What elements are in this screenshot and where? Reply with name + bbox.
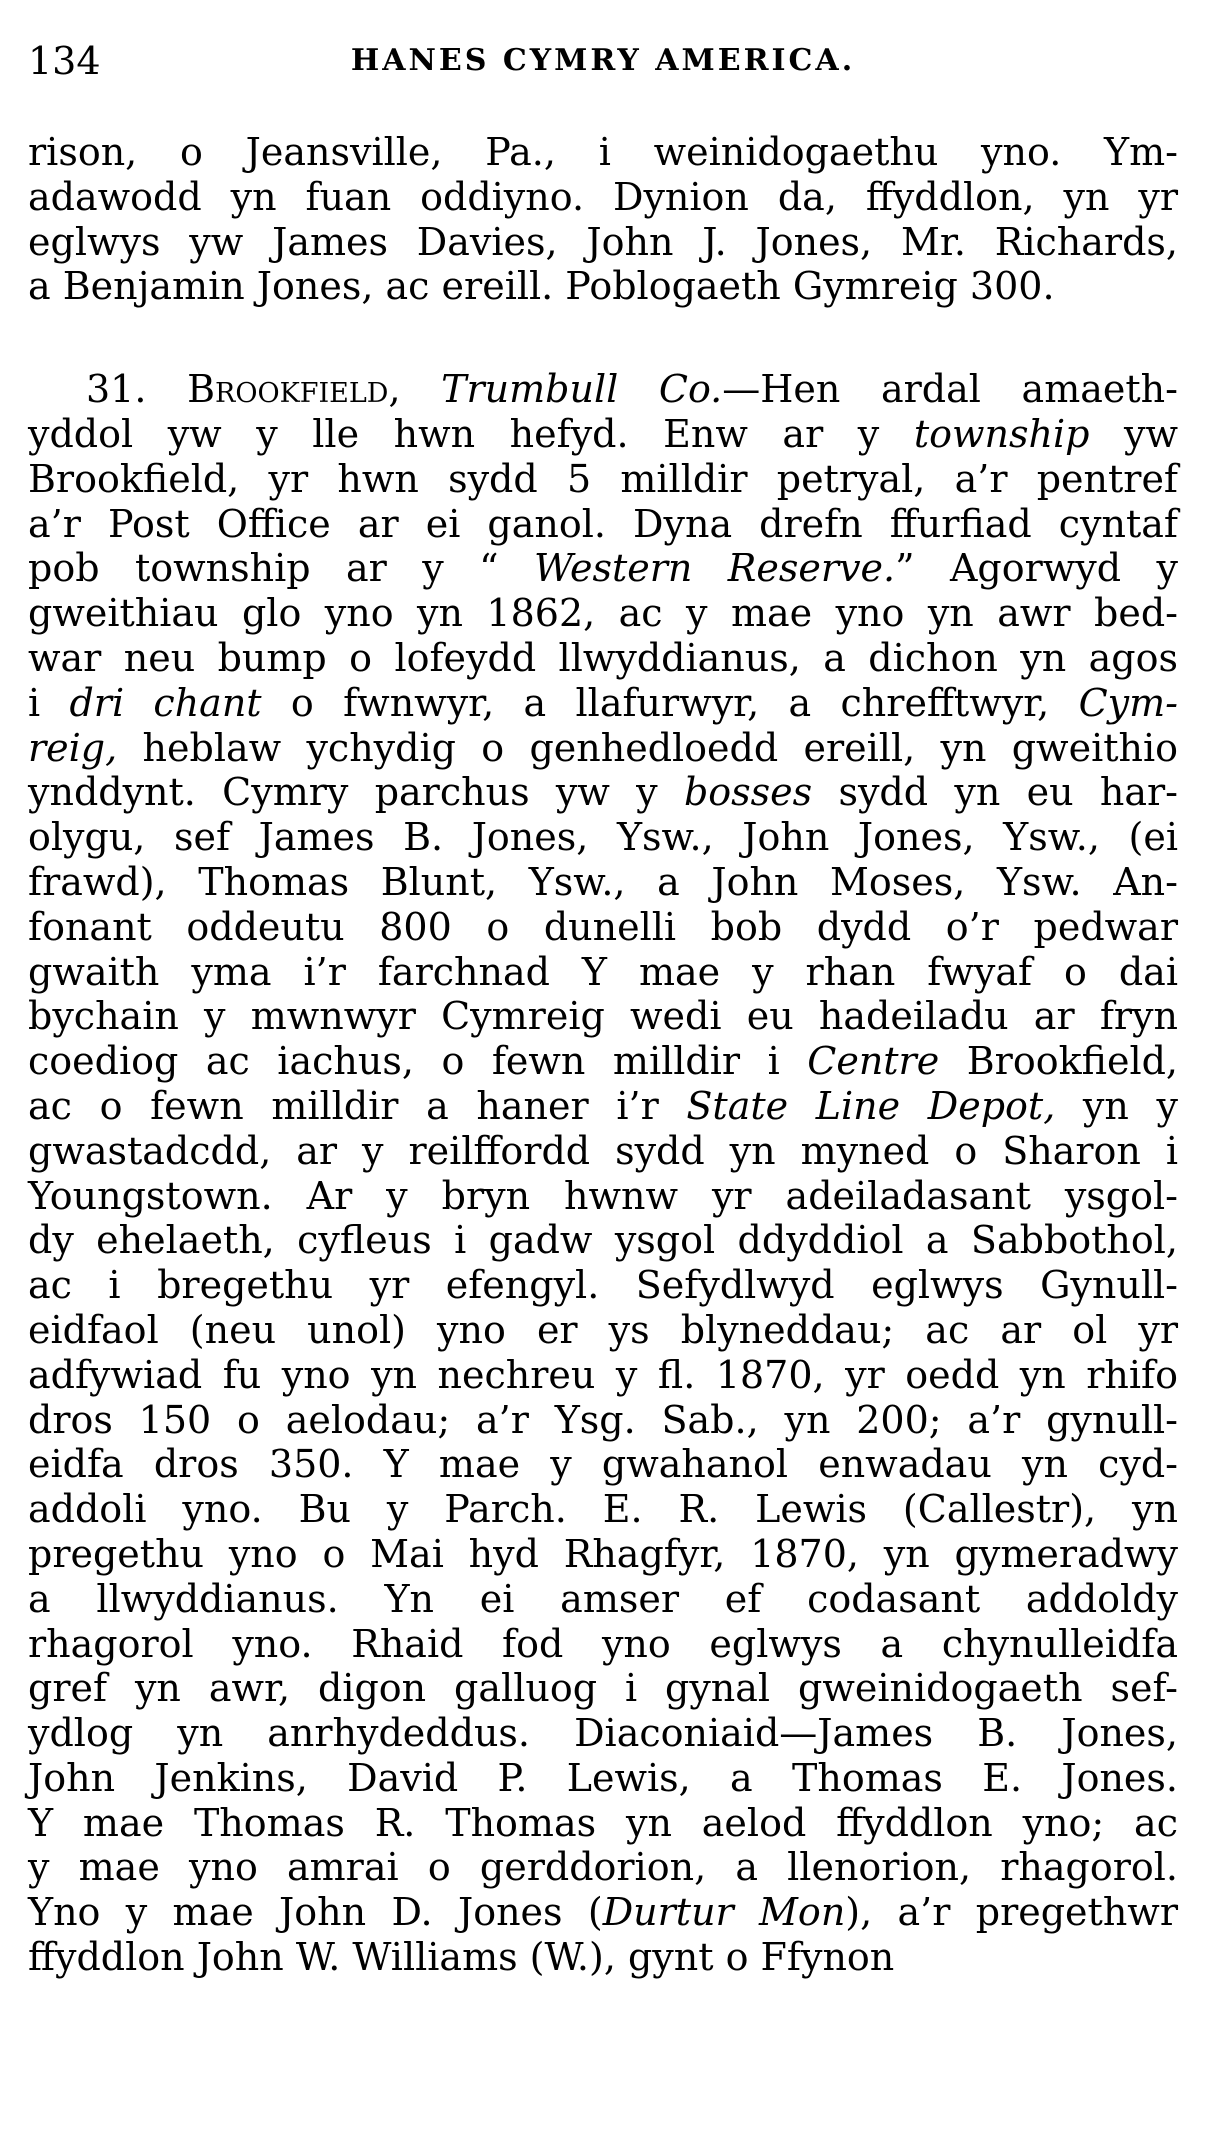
text-line: bychain y mwnwyr Cymreig wedi eu hadeiladu ar fryn (28, 994, 1178, 1039)
paragraph-1 (28, 130, 1178, 309)
text-line: a Benjamin Jones, ac ereill. Poblogaeth Gymreig 300. (28, 264, 1055, 309)
italic-text: reig, (28, 725, 118, 770)
text-line: fonant oddeutu 800 o dunelli bob dydd o’r pedwar (28, 904, 1178, 949)
text-line: pob township ar y “ Western Reserve.” Agorwyd y (28, 546, 1179, 591)
paragraph-brookfield (28, 367, 1178, 1980)
text-line: rison, o Jeansville, Pa., i weinidogaethu yno. Ym- (28, 130, 1178, 174)
section-number: 31. (86, 367, 147, 412)
text-line: reig, heblaw ychydig o genhedloedd ereill, yn gweithio (28, 725, 1178, 770)
text-line: adfywiad fu yno yn nechreu y fl. 1870, yr oedd yn rhifo (28, 1352, 1178, 1397)
text-line: ynddynt. Cymry parchus yw y bosses sydd yn eu har- (28, 770, 1178, 815)
text-line: eidfaol (neu unol) yno er ys blyneddau; ac ar ol yr (28, 1307, 1178, 1352)
text-line: ac i bregethu yr efengyl. Sefydlwyd eglwys Gynull- (28, 1263, 1178, 1308)
text-line: ac o fewn milldir a haner i’r State Line Depot, yn y (28, 1083, 1178, 1128)
paragraph-first-line (28, 367, 1178, 412)
text-line: a llwyddianus. Yn ei amser ef codasant addoldy (28, 1576, 1178, 1621)
italic-text: township (913, 411, 1090, 456)
text-line: gwastadcdd, ar y reilffordd sydd yn myned o Sharon i (28, 1128, 1178, 1173)
text-line: eidfa dros 350. Y mae y gwahanol enwadau yn cyd- (28, 1442, 1178, 1487)
text-line: adawodd yn fuan oddiyno. Dynion da, ffyddlon, yn yr (28, 174, 1178, 219)
text-line: Y mae Thomas R. Thomas yn aelod ffyddlon yno; ac (28, 1800, 1178, 1845)
text-line: ffyddlon John W. Williams (W.), gynt o Ffynon (28, 1935, 895, 1980)
text-line: yddol yw y lle hwn hefyd. Enw ar y township yw (28, 411, 1178, 456)
text-line: ydlog yn anrhydeddus. Diaconiaid—James B. Jones, (28, 1711, 1178, 1756)
page-body (28, 130, 1178, 1980)
text-line: coediog ac iachus, o fewn milldir i Centre Brookfield, (28, 1039, 1179, 1084)
text-line: war neu bump o lofeydd llwyddianus, a dichon yn agos (28, 635, 1178, 680)
text-line: rhagorol yno. Rhaid fod yno eglwys a chynulleidfa (28, 1621, 1178, 1666)
county-name: Trumbull Co. (441, 367, 723, 412)
text-line: frawd), Thomas Blunt, Ysw., a John Moses, Ysw. An- (28, 859, 1178, 904)
page-header (28, 36, 1178, 86)
text-line: dros 150 o aelodau; a’r Ysg. Sab., yn 200; a’r gynull- (28, 1397, 1178, 1442)
italic-text: State Line Depot, (686, 1083, 1056, 1128)
text-line: olygu, sef James B. Jones, Ysw., John Jones, Ysw., (ei (28, 815, 1178, 860)
text-line: Youngstown. Ar y bryn hwnw yr adeiladasant ysgol- (28, 1173, 1178, 1218)
text-line: gweithiau glo yno yn 1862, ac y mae yno yn awr bed- (28, 591, 1178, 636)
italic-text: dri chant (69, 680, 262, 725)
place-name: Brookfield, (187, 367, 401, 412)
text-line: pregethu yno o Mai hyd Rhagfyr, 1870, yn gymeradwy (28, 1531, 1178, 1576)
italic-text: Centre (807, 1039, 940, 1084)
text-line: i dri chant o fwnwyr, a llafurwyr, a chrefftwyr, Cym- (28, 680, 1178, 725)
page-number: 134 (28, 39, 101, 83)
text-line: gwaith yma i’r farchnad Y mae y rhan fwyaf o dai (28, 949, 1178, 994)
italic-text: Durtur Mon (602, 1890, 846, 1935)
text-line: eglwys yw James Davies, John J. Jones, Mr. Richards, (28, 219, 1178, 264)
text-line: gref yn awr, digon galluog i gynal gweinidogaeth sef- (28, 1666, 1178, 1711)
text-line: dy ehelaeth, cyfleus i gadw ysgol ddyddiol a Sabbothol, (28, 1218, 1178, 1263)
running-head: HANES CYMRY AMERICA. (350, 43, 856, 78)
text-line: a’r Post Office ar ei ganol. Dyna drefn ffurfiad cyntaf (28, 501, 1178, 546)
italic-text: Western Reserve. (534, 546, 896, 591)
text-line: Brookfield, yr hwn sydd 5 milldir petryal, a’r pentref (28, 456, 1178, 501)
first-line-text: —Hen ardal amaeth- (722, 367, 1178, 412)
text-line: John Jenkins, David P. Lewis, a Thomas E. Jones. (28, 1755, 1178, 1800)
text-line: Yno y mae John D. Jones (Durtur Mon), a’r pregethwr (28, 1890, 1178, 1935)
text-line: addoli yno. Bu y Parch. E. R. Lewis (Callestr), yn (28, 1487, 1178, 1532)
italic-text: bosses (683, 770, 813, 815)
text-line: y mae yno amrai o gerddorion, a llenorion, rhagorol. (28, 1845, 1178, 1890)
italic-text: Cym- (1078, 680, 1178, 725)
